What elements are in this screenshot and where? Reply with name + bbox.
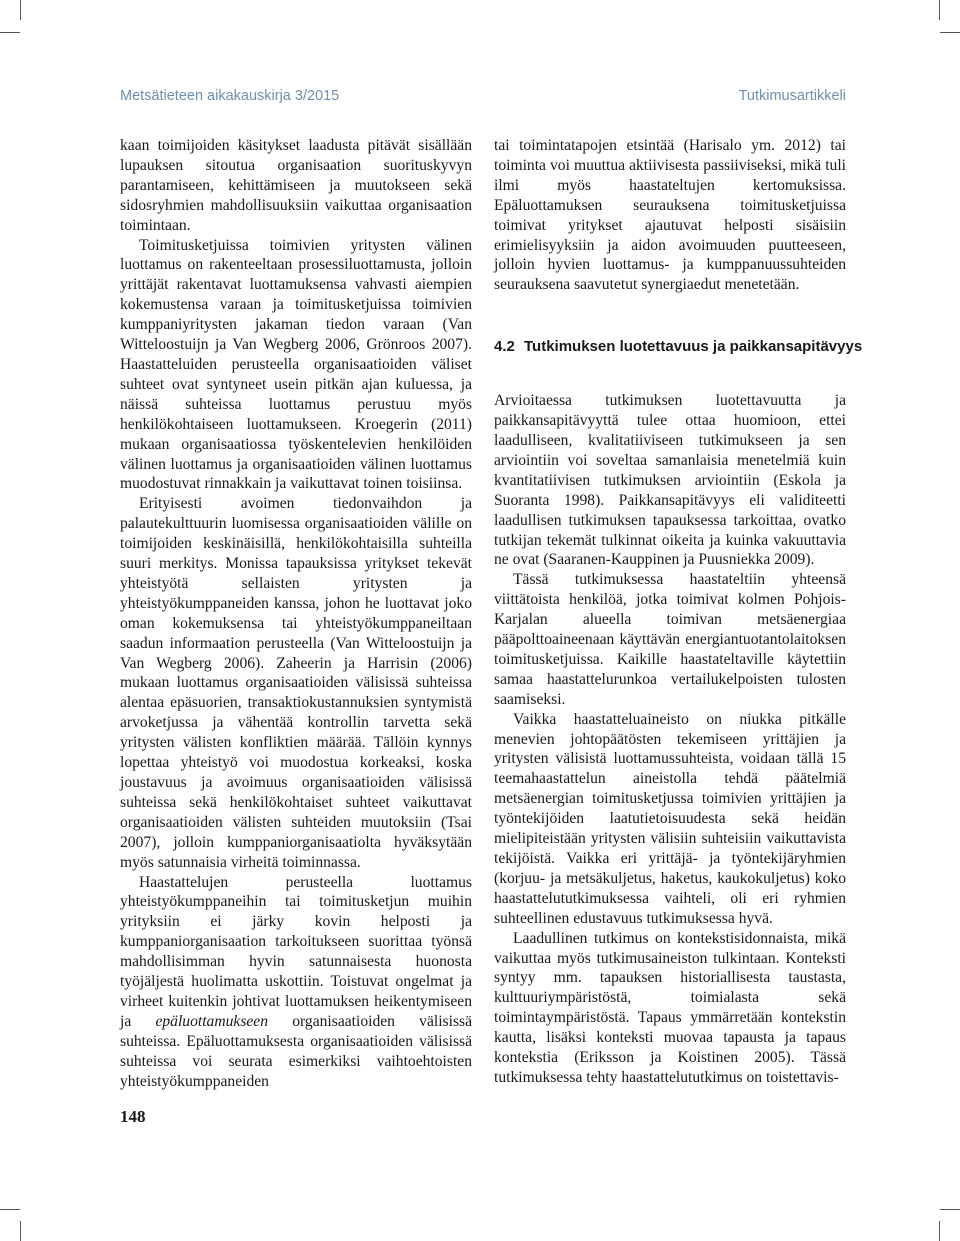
paragraph-text: Haastattelujen perusteella luottamus yhteistyökumppaneihin tai toimitusketjun muihin yrityksiin ei järky kovin helposti ja kumppaniorganisaation tarkoitukseen suorittaa työnsä mahdollisimman hyvin satunnaisesta huonosta työjäljestä huolimatta uskottiin. Toistuvat ongelmat ja virheet kuitenkin johtivat luottamuksen heikentymiseen ja	[120, 873, 472, 1030]
paragraph: Tässä tutkimuksessa haastateltiin yhteensä viittätoista henkilöä, jotka toimivat kolmen Pohjois-Karjalan alueella toimivan metsäenergiaa pääpolttoaineenaan käyttävän energiantuotantolaitoksen toimitusketjuissa. Kaikille haastateltaville käytettiin samaa haastattelurunkoa vertailukelpoisten tulosten saamiseksi.	[494, 571, 846, 708]
crop-mark-top-left	[20, 0, 21, 20]
section-title: Tutkimuksen luotettavuus ja paikkansapitävyys	[524, 338, 863, 356]
crop-mark-bottom-left-h	[0, 1209, 20, 1210]
section-heading	[494, 337, 869, 357]
crop-mark-top-left-h	[0, 32, 20, 33]
crop-mark-top-right-h	[940, 32, 960, 33]
paragraph: Laadullinen tutkimus on kontekstisidonnaista, mikä vaikuttaa myös tutkimusaineiston tulkintaan. Konteksti syntyy mm. tapauksen historiallisesta taustasta, kulttuuriympäristöstä, toimialasta sekä toimintaympäristöstä. Tapaus ymmärretään kontekstin kautta, lisäksi konteksti muovaa tapausta ja tapaus kontekstia (Eriksson ja Koistinen 2005). Tässä tutkimuksessa tehty haastattelututkimus on toistettavis-	[494, 929, 846, 1086]
paragraph: tai toimintatapojen etsintää (Harisalo ym. 2012) tai toiminta voi muuttua aktiivisesta passiiviseksi, mikä tuli ilmi myös haastateltujen kertomuksissa. Epäluottamuksen seurauksena toimitusketjuissa toimivat yritykset ajautuvat helposti sisäisiin erimielisyyksiin ja aidon avoimuuden puutteeseen, jolloin hyvien luottamus- ja kumppanuussuhteiden seurauksena saavutetut synergiaedut menetetään.	[494, 137, 846, 294]
crop-mark-bottom-left	[20, 1221, 21, 1241]
crop-mark-top-right	[939, 0, 940, 20]
paragraph: Arvioitaessa tutkimuksen luotettavuutta ja paikkansapitävyyttä tulee ottaa huomioon, ettei laadulliseen, kvalitatiiviseen tutkimukseen ja sen arviointiin voi soveltaa samanlaisia menetelmiä kuin kvantitatiivisen tutkimuksen arviointiin (Eskola ja Suoranta 1998). Paikkansapitävyys eli validiteetti laadullisen tutkimuksen tapauksessa tarkoittaa, ovatko tutkijan tekemät tulkinnat oikeita ja kuinka vakuuttavia ne ovat (Saaranen-Kauppinen ja Puusniekka 2009).	[494, 392, 846, 569]
running-header	[120, 88, 846, 108]
paragraph: Erityisesti avoimen tiedonvaihdon ja palautekulttuurin luomisessa organisaatioiden välille on toimijoiden keskinäisillä, henkilökohtaisilla suhteilla suuri merkitys. Monissa tapauksissa yritykset tekevät yhteistyötä sellaisten yritysten ja yhteistyökumppaneiden kanssa, johon he luottavat joko oman kokemuksensa tai yhteistyökumppaneiltaan saadun informaation perusteella (Van Witteloostuijn ja Van Wegberg 2006). Zaheerin ja Harrisin (2006) mukaan luottamus organisaatioiden välisissä suhteissa alentaa epäsuorien, transaktiokustannuksien syntymistä arvoketjussa ja vähentää kontrollin tarvetta sekä yritysten välisten konfliktien määrää. Tällöin kynnys lopettaa yhteistyö voi muodostua korkeaksi, koska joustavuus ja avoimuus organisaatioiden välisissä suhteissa sekä henkilökohtaiset suhteet vaikuttavat organisaatioiden välisten suhteiden muutoksiin (Tsai 2007), jolloin kumppaniorganisaatiolta hyväksytään myös satunnaisia virheitä toiminnassa.	[120, 495, 472, 871]
paragraph-text: organisaatioiden välisissä suhteissa. Epäluottamuksesta organisaatioiden välisissä suhteissa voi seurata esimerkiksi vaihtoehtoisten yhteistyökumppaneiden	[120, 1012, 472, 1090]
right-column	[494, 136, 863, 1088]
crop-mark-bottom-right-h	[940, 1209, 960, 1210]
paragraph: Toimitusketjuissa toimivien yritysten välinen luottamus on rakenteeltaan prosessiluottamusta, jolloin yrittäjät rakentavat luottamuksensa vahvasti aiempien kokemustensa varaan ja toimitusketjuissa toimivien kumppaniyritysten jakaman tiedon varaan (Van Witteloostuijn ja Van Wegberg 2006, Grönroos 2007). Haastatteluiden perusteella organisaatioiden väliset suhteet ovat syntyneet usein pitkän ajan kuluessa, ja näissä suhteissa luottamus perustuu myös henkilökohtaiseen luottamukseen. Kroegerin (2011) mukaan organisaatiossa työskentelevien henkilöiden välinen luottamus ja organisaatioiden välinen luottamus muodostuvat rinnakkain ja vaikuttavat toinen toisiinsa.	[120, 236, 472, 493]
paragraph: Vaikka haastatteluaineisto on niukka pitkälle menevien johtopäätösten tekemiseen yrittäjien ja yritysten välisistä luottamussuhteista, voidaan tällä 15 teemahaastattelun aineistolla tehdä päätelmiä metsäenergian toimitusketjussa toimivien yrittäjien ja työntekijöiden laatutietoisuudesta sekä heidän mielipiteistään yritysten välisiin suhteisiin vaikuttavista tekijöistä. Vaikka eri yrittäjä- ja työntekijäryhmien (korjuu- ja metsäkuljetus, haketus, kaukokuljetus) koko haastattelututkimuksessa vaihteli, oli eri ryhmien suhteellinen edustavuus tutkimuksessa hyvä.	[494, 710, 846, 927]
left-column	[120, 136, 472, 1092]
paragraph: kaan toimijoiden käsitykset laadusta pitävät sisällään lupauksen sitoutua organisaation suorituskyvyn parantamiseen, kehittämiseen ja muutokseen sekä sidosryhmien mahdollisuuksiin vaikuttaa organisaation toimintaan.	[120, 137, 472, 234]
page-number: 148	[120, 1107, 146, 1126]
article-type: Tutkimusartikkeli	[738, 88, 846, 104]
crop-mark-bottom-right	[939, 1221, 940, 1241]
journal-title: Metsätieteen aikakauskirja 3/2015	[120, 88, 340, 104]
emphasis-term: epäluottamukseen	[155, 1012, 269, 1030]
paragraph	[120, 873, 472, 1092]
section-number: 4.2	[494, 338, 515, 356]
